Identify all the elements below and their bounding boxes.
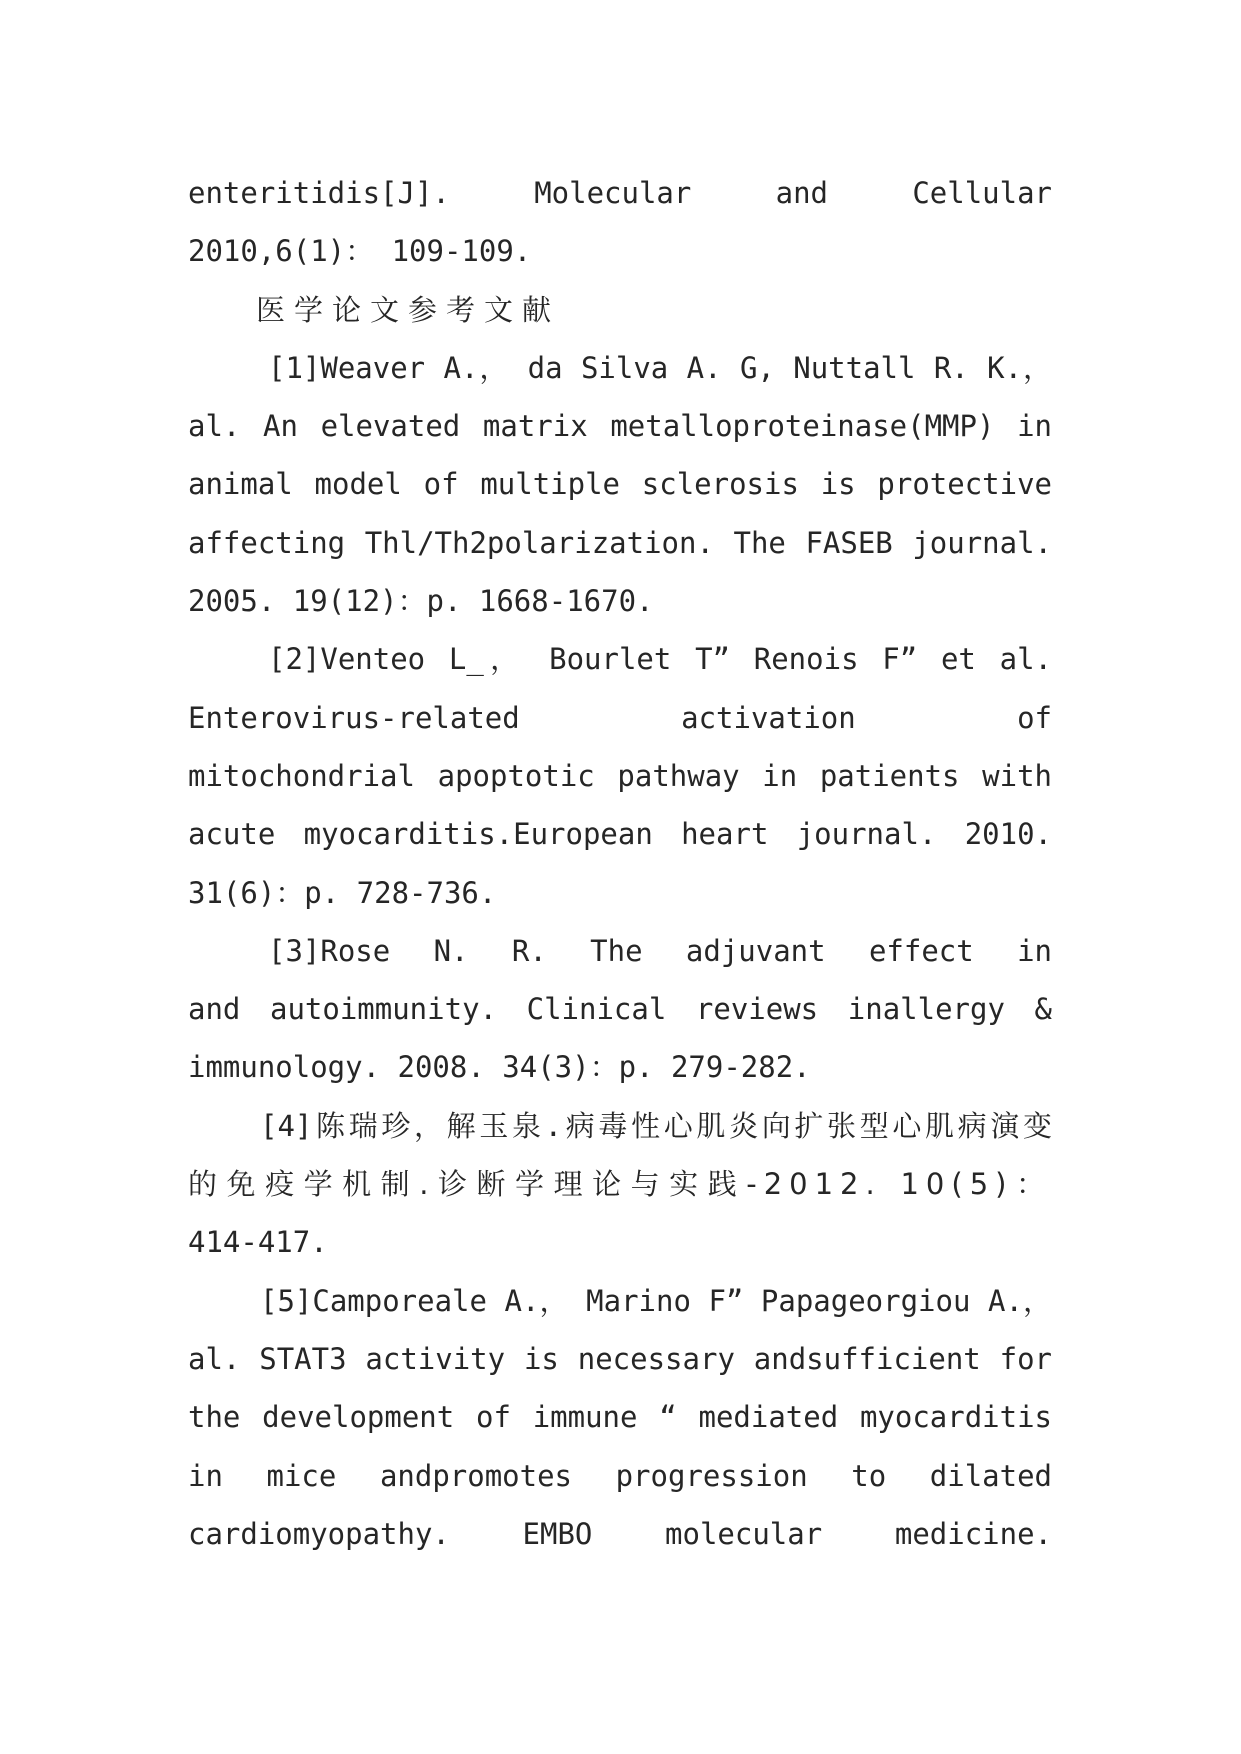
reference-5	[188, 1272, 1052, 1563]
text-line: mitochondrial apoptotic pathway in patients with	[188, 758, 1052, 793]
text-line: 的免疫学机制.诊断学理论与实践-2012. 10(5)：	[188, 1167, 1052, 1202]
text-line: [5]Camporeale A.， Marino F” Papageorgiou A.，	[260, 1283, 1052, 1318]
text-line: [2]Venteo L_， Bourlet T” Renois F” et al.	[268, 642, 1052, 677]
reference-1	[188, 339, 1052, 630]
text-line: [1]Weaver A.， da Silva A. G, Nuttall R. K.，	[268, 350, 1052, 385]
text-line: acute myocarditis.European heart journal. 2010.	[188, 817, 1052, 852]
text-line: 414-417.	[188, 1225, 328, 1260]
text-line: al. STAT3 activity is necessary andsufficient for	[188, 1341, 1052, 1376]
text-line: 2005. 19(12)：p. 1668-1670.	[188, 584, 654, 619]
text-line: 31(6)：p. 728-736.	[188, 875, 497, 910]
text-line: Enterovirus-related activation of	[188, 700, 1052, 735]
text-line: [4]陈瑞珍，解玉泉.病毒性心肌炎向扩张型心肌病演变	[260, 1108, 1052, 1143]
reference-2	[188, 630, 1052, 921]
text-line: 2010,6(1)： 109-109.	[188, 234, 532, 269]
reference-4	[188, 1097, 1052, 1272]
text-line: in mice andpromotes progression to dilated	[188, 1458, 1052, 1493]
text-line: and autoimmunity. Clinical reviews inallergy &	[188, 992, 1052, 1027]
reference-text-column	[188, 164, 1052, 1563]
previous-reference-tail	[188, 164, 1052, 281]
section-heading: 医学论文参考文献	[256, 292, 561, 327]
text-line: cardiomyopathy. EMBO molecular medicine.	[188, 1516, 1052, 1551]
text-line: al. An elevated matrix metalloproteinase(MMP) in	[188, 409, 1052, 444]
reference-3	[188, 922, 1052, 1097]
text-line: affecting Thl/Th2polarization. The FASEB journal.	[188, 525, 1052, 560]
text-line: [3]Rose N. R. The adjuvant effect in	[268, 933, 1052, 968]
text-line: the development of immune “ mediated myocarditis	[188, 1400, 1052, 1435]
text-line: animal model of multiple sclerosis is protective	[188, 467, 1052, 502]
text-line: immunology. 2008. 34(3)：p. 279-282.	[188, 1050, 811, 1085]
text-line: enteritidis[J]. Molecular and Cellular	[188, 176, 1052, 210]
